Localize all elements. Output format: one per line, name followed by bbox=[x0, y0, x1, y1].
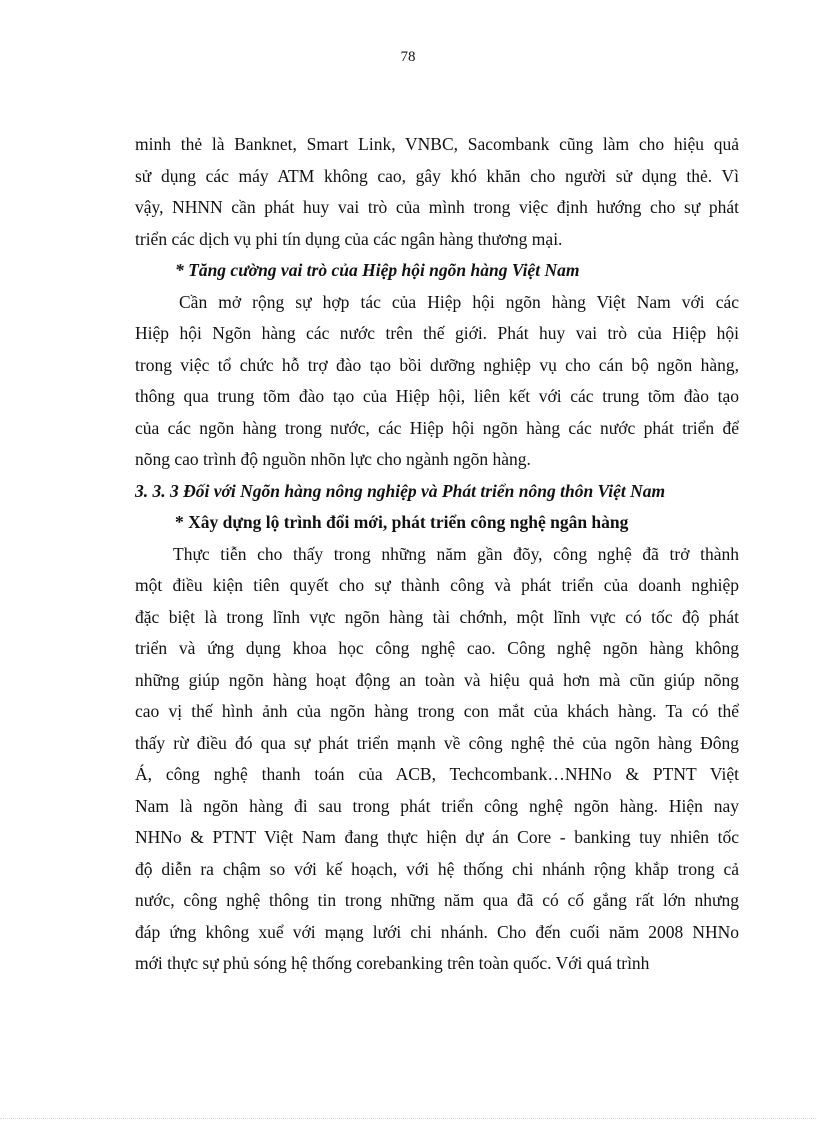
text-line: mới thực sự phủ sóng hệ thống corebanking trên toàn quốc. Với quá trình bbox=[135, 953, 650, 973]
text-line: Hiệp hội Ngõn hàng các nước trên thế giới. Phát huy vai trò của Hiệp hội bbox=[135, 323, 739, 343]
subheading-association: * Tăng cường vai trò của Hiệp hội ngõn hàng Việt Nam bbox=[175, 260, 580, 280]
page-bottom-divider bbox=[0, 1118, 816, 1119]
text-line: nõng cao trình độ nguồn nhõn lực cho ngành ngõn hàng. bbox=[135, 449, 531, 469]
text-line: triển và ứng dụng khoa học công nghệ cao. Công nghệ ngõn hàng không bbox=[135, 638, 739, 658]
text-line: những giúp ngõn hàng hoạt động an toàn và hiệu quả hơn mà cũn giúp nõng bbox=[135, 669, 739, 690]
text-line: vậy, NHNN cần phát huy vai trò của mình trong việc định hướng cho sự phát bbox=[135, 197, 739, 217]
text-line: sử dụng các máy ATM không cao, gây khó khăn cho người sử dụng thẻ. Vì bbox=[135, 165, 739, 186]
section-heading: 3. 3. 3 Đối với Ngõn hàng nông nghiệp và Phát triển nông thôn Việt Nam bbox=[135, 480, 666, 501]
text-line: Á, công nghệ thanh toán của ACB, Techcombank…NHNo & PTNT Việt bbox=[135, 764, 739, 784]
text-line: đặc biệt là trong lĩnh vực ngõn hàng tài chớnh, một lĩnh vực có tốc độ phát bbox=[135, 606, 739, 627]
text-line: NHNo & PTNT Việt Nam đang thực hiện dự án Core - banking tuy nhiên tốc bbox=[135, 827, 739, 847]
text-line: minh thẻ là Banknet, Smart Link, VNBC, Sacombank cũng làm cho hiệu quả bbox=[135, 134, 739, 154]
text-line: nước, công nghệ thông tin trong những năm qua đã có cố gắng rất lớn nhưng bbox=[135, 890, 739, 910]
subheading-roadmap: * Xây dựng lộ trình đổi mới, phát triển công nghệ ngân hàng bbox=[175, 512, 629, 532]
text-line: thông qua trung tõm đào tạo của Hiệp hội, liên kết với các trung tõm đào tạo bbox=[135, 386, 739, 406]
text-line: thấy rừ điều đó qua sự phát triển mạnh về công nghệ thẻ của ngõn hàng Đông bbox=[135, 732, 739, 753]
text-line: cao vị thế hình ảnh của ngõn hàng trong con mắt của khách hàng. Ta có thể bbox=[135, 701, 739, 721]
text-line: Nam là ngõn hàng đi sau trong phát triển công nghệ ngõn hàng. Hiện nay bbox=[135, 795, 739, 816]
text-line: triển các dịch vụ phi tín dụng của các ngân hàng thương mại. bbox=[135, 228, 563, 249]
association-paragraph bbox=[135, 287, 739, 476]
text-line: Thực tiễn cho thấy trong những năm gần đõy, công nghệ đã trở thành bbox=[173, 543, 739, 564]
text-line: một điều kiện tiên quyết cho sự thành công và phát triển của doanh nghiệp bbox=[135, 575, 739, 595]
page-number: 78 bbox=[400, 49, 416, 65]
text-line: của các ngõn hàng trong nước, các Hiệp hội ngõn hàng các nước phát triển để bbox=[135, 417, 739, 438]
text-line: đáp ứng không xuể với mạng lưới chi nhánh. Cho đến cuối năm 2008 NHNo bbox=[135, 921, 739, 942]
intro-paragraph bbox=[135, 129, 739, 255]
roadmap-paragraph bbox=[135, 539, 739, 980]
text-line: Cần mở rộng sự hợp tác của Hiệp hội ngõn hàng Việt Nam với các bbox=[179, 291, 739, 312]
text-line: độ diễn ra chậm so với kế hoạch, với hệ thống chi nhánh rộng khắp trong cả bbox=[135, 858, 739, 879]
document-body bbox=[135, 129, 739, 980]
text-line: trong việc tổ chức hỗ trợ đào tạo bồi dưỡng nghiệp vụ cho cán bộ ngõn hàng, bbox=[135, 354, 739, 375]
